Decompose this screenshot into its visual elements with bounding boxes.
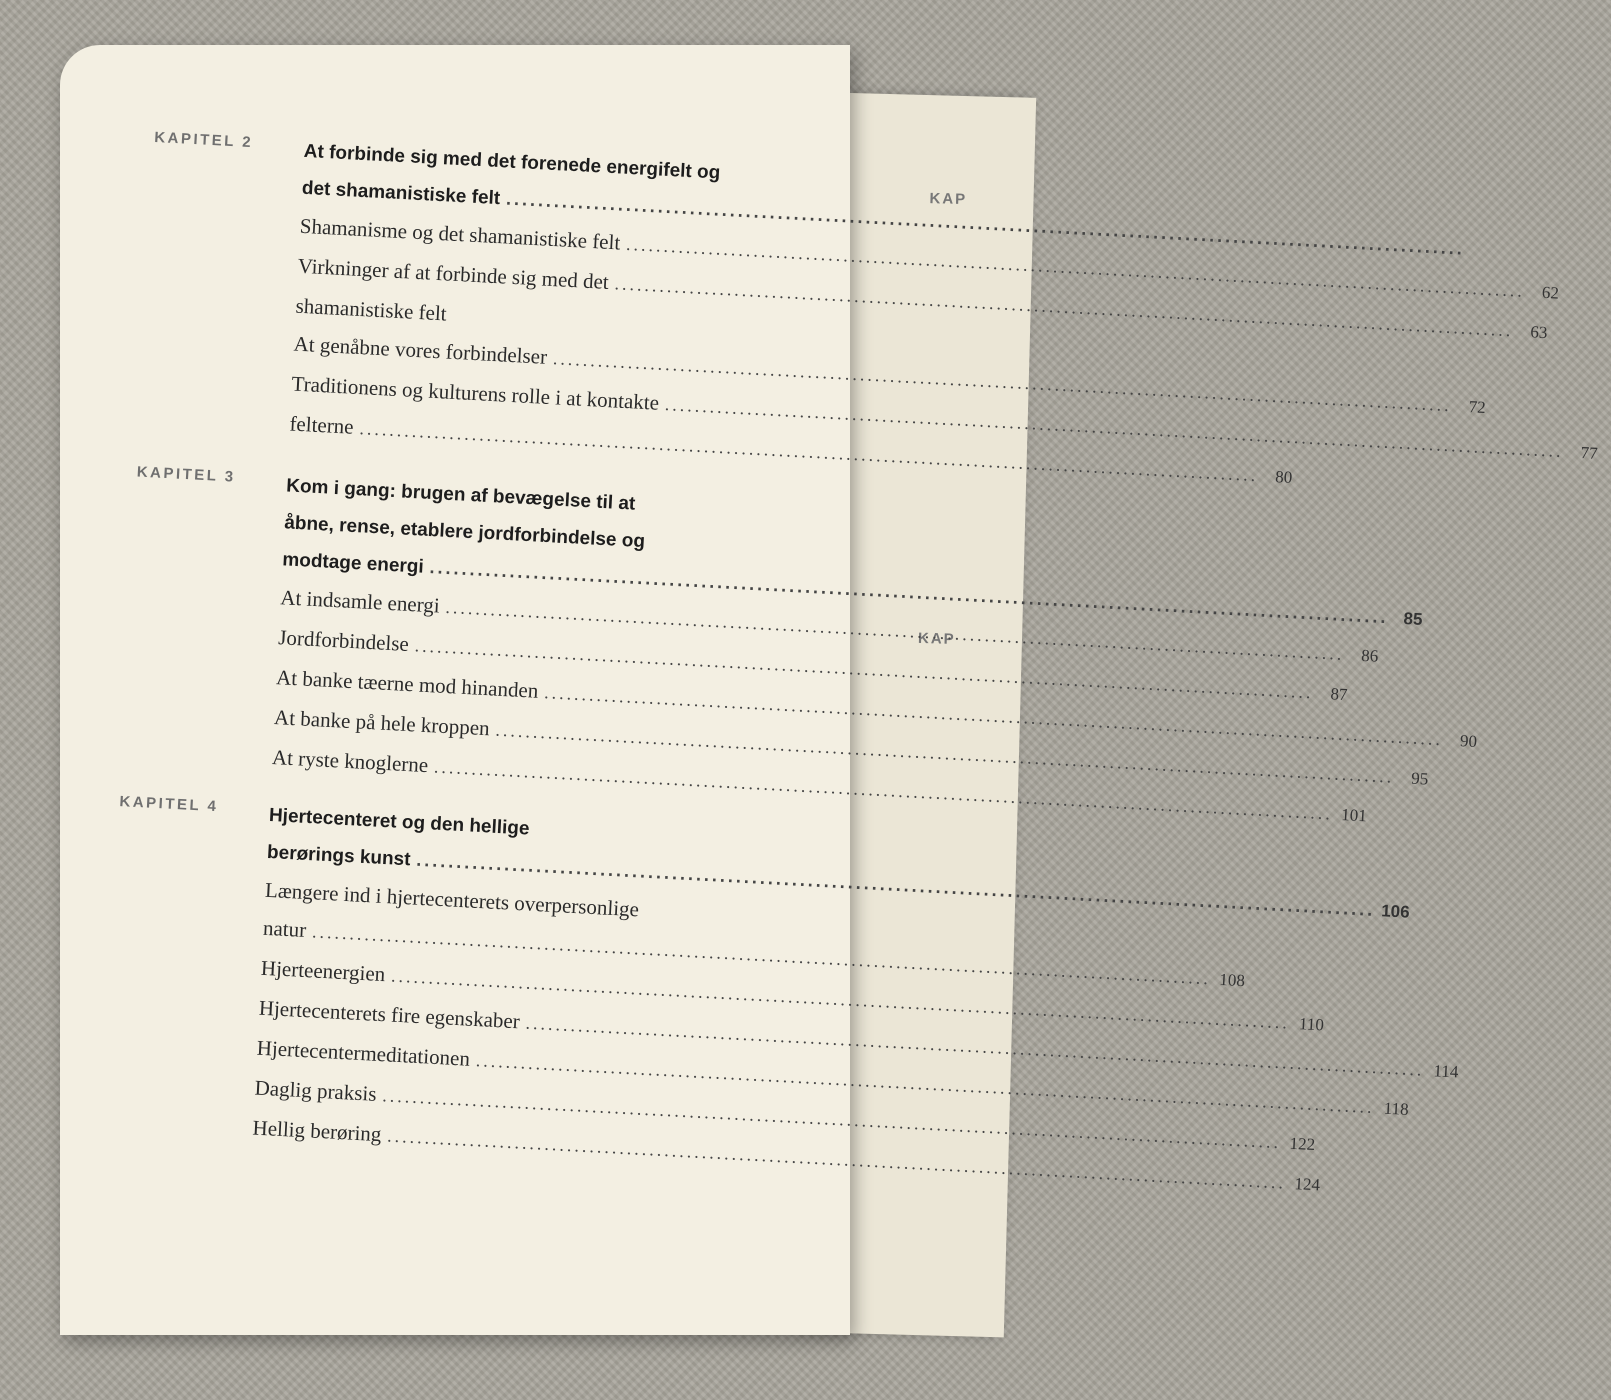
entry-title: Hjerteenergien bbox=[260, 955, 386, 987]
page-number: 90 bbox=[1459, 731, 1478, 752]
chapter-title-line: At forbinde sig med det forenede energifelt og bbox=[303, 140, 721, 184]
entry-title: At indsamle energi bbox=[279, 585, 441, 618]
page-number: 72 bbox=[1468, 397, 1487, 418]
page-number: 108 bbox=[1218, 969, 1246, 991]
entry-title: Daglig praksis bbox=[254, 1075, 378, 1106]
chapter-title-line: Kom i gang: brugen af bevægelse til at bbox=[285, 475, 636, 515]
page-number: 122 bbox=[1289, 1133, 1316, 1155]
chapter-label: KAPITEL 3 bbox=[136, 463, 237, 486]
entry-title: Hjertecenterets fire egenskaber bbox=[258, 995, 521, 1034]
page-number: 95 bbox=[1410, 768, 1429, 789]
entry-title: Længere ind i hjertecenterets overpersonlige bbox=[264, 877, 640, 922]
book-page bbox=[60, 45, 1599, 1335]
chapter-label: KAPITEL 2 bbox=[153, 128, 254, 152]
entry-title: Jordforbindelse bbox=[277, 625, 410, 656]
page-number: 77 bbox=[1580, 443, 1599, 463]
facing-page-chapter-label: KAP bbox=[917, 629, 956, 648]
page-number: 87 bbox=[1329, 684, 1348, 705]
chapter-title-line: modtage energi bbox=[281, 549, 425, 578]
facing-page-chapter-label: KAP bbox=[929, 190, 968, 209]
page-number: 118 bbox=[1383, 1098, 1410, 1119]
entry-title: At banke på hele kroppen bbox=[273, 705, 491, 741]
chapter-title-line: åbne, rense, etablere jordforbindelse og bbox=[283, 512, 646, 553]
page-number: 63 bbox=[1529, 322, 1548, 343]
page-number: 85 bbox=[1403, 609, 1423, 629]
page-number: 110 bbox=[1298, 1014, 1325, 1035]
entry-title: Shamanisme og det shamanistiske felt bbox=[299, 213, 621, 255]
table-of-contents bbox=[92, 125, 1599, 1365]
chapter-title-line: berørings kunst bbox=[266, 841, 412, 871]
entry-title: At banke tæerne mod hinanden bbox=[275, 665, 539, 703]
entry-title: At ryste knoglerne bbox=[271, 745, 429, 778]
page-number: 86 bbox=[1360, 645, 1379, 666]
page-number bbox=[1471, 255, 1499, 256]
page-number: 62 bbox=[1541, 282, 1560, 303]
page-number: 101 bbox=[1340, 805, 1368, 826]
entry-title: Virkninger af at forbinde sig med det bbox=[297, 253, 610, 294]
entry-title: Hellig berøring bbox=[252, 1115, 383, 1147]
entry-title: At genåbne vores forbindelser bbox=[293, 331, 548, 369]
page-number: 80 bbox=[1274, 467, 1293, 487]
entry-title-continuation: shamanistiske felt bbox=[295, 293, 448, 326]
page-number: 114 bbox=[1433, 1061, 1459, 1082]
entry-title-continuation: natur bbox=[262, 915, 307, 943]
chapter-title-line: det shamanistiske felt bbox=[301, 177, 501, 210]
entry-title: Traditionens og kulturens rolle i at kontakte bbox=[291, 371, 660, 415]
page-number: 106 bbox=[1380, 901, 1411, 922]
chapter-title-line: Hjertecenteret og den hellige bbox=[268, 804, 531, 840]
chapter-label: KAPITEL 4 bbox=[119, 793, 219, 816]
entry-title-continuation: felterne bbox=[288, 411, 355, 439]
page-number: 124 bbox=[1294, 1174, 1321, 1195]
entry-title: Hjertecentermeditationen bbox=[256, 1035, 471, 1071]
